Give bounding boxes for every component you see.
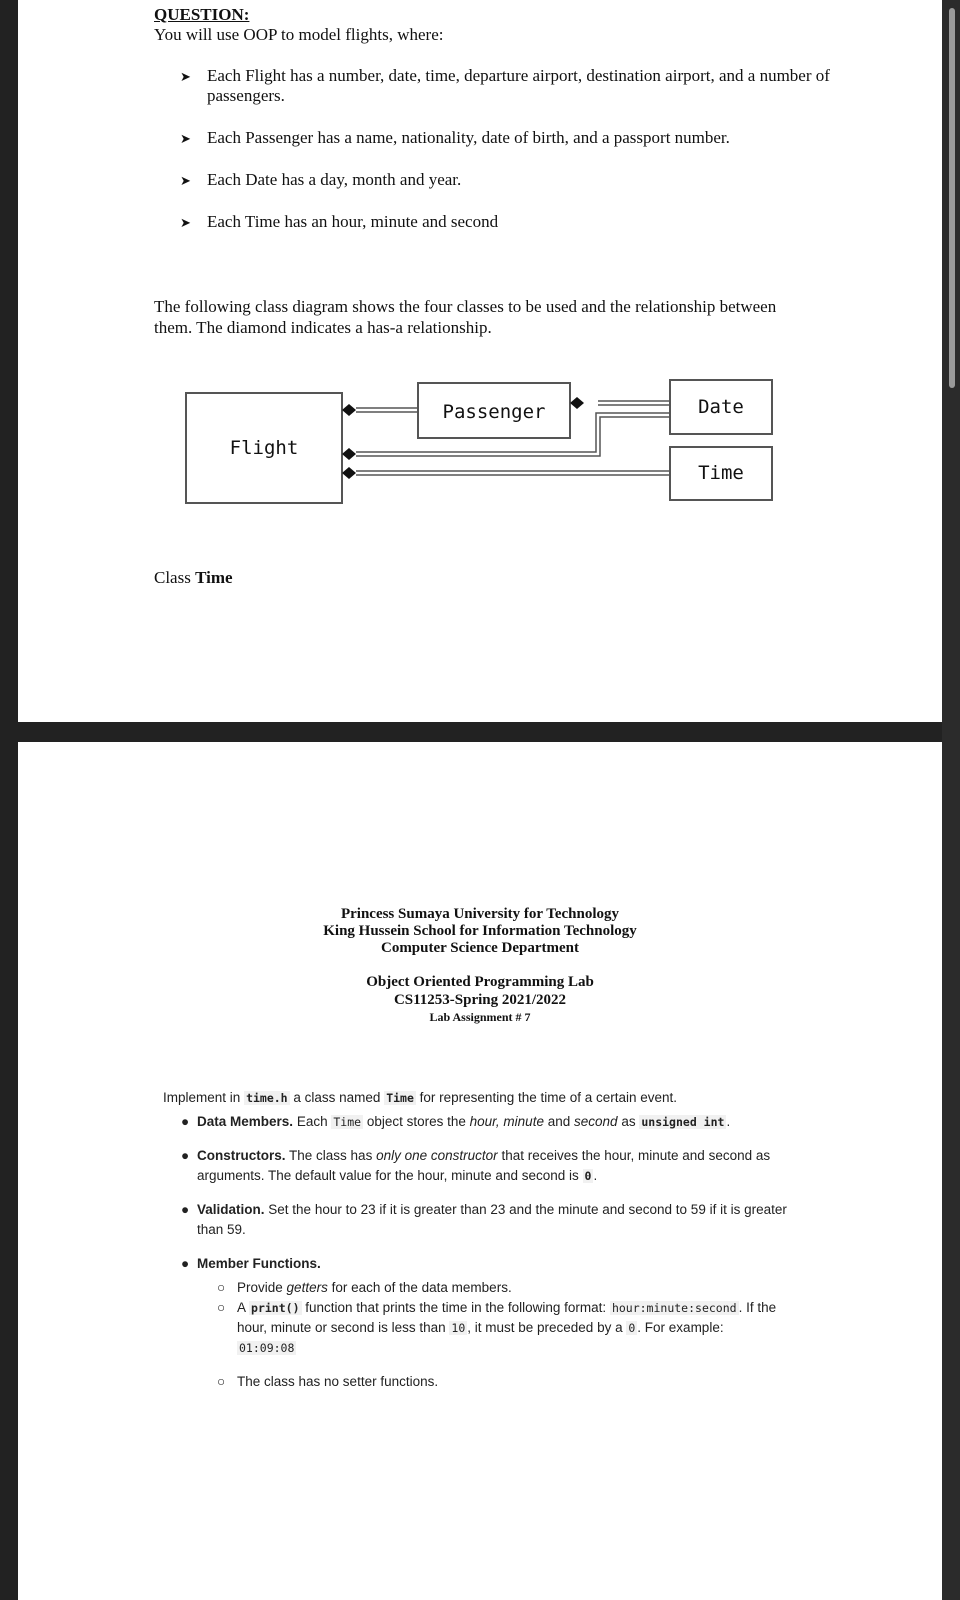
passenger-class-label: Passenger bbox=[442, 401, 546, 423]
diagram-description: The following class diagram shows the four classes to be used and the relationship between them. The diamond indicates a has-a relationship. bbox=[154, 297, 777, 337]
flight-class-label: Flight bbox=[229, 437, 299, 459]
circle-bullet-icon: ○ bbox=[217, 1280, 226, 1295]
list-item: ○ A print() function that prints the time in the following format: hour:minute:second . If the hour, minute or second is less than 10 , it must be preceded by a 0 . For example: 01:09:08 bbox=[217, 1300, 777, 1355]
lab-assignment: Lab Assignment # 7 bbox=[429, 1010, 531, 1024]
bullet-icon: ● bbox=[181, 1148, 190, 1163]
class-time-caption: Class Time bbox=[154, 568, 233, 587]
bullet-icon: ● bbox=[181, 1202, 190, 1217]
implementation-instruction: Implement in time.h a class named Time for representing the time of a certain event. bbox=[163, 1090, 678, 1105]
diamond-icon bbox=[342, 404, 356, 416]
diamond-icon bbox=[570, 397, 584, 409]
list-item: ○ Provide getters for each of the data members. bbox=[217, 1278, 801, 1298]
list-item: ● Constructors. The class has only one constructor that receives the hour, minute and second as arguments. The default value for the hour, minute and second is 0 . bbox=[181, 1148, 771, 1183]
list-item: ● Validation. Set the hour to 23 if it is greater than 23 and the minute and second to 59 if it is greater than 59. bbox=[181, 1202, 787, 1237]
scrollbar-thumb[interactable] bbox=[949, 8, 955, 388]
school-name: King Hussein School for Information Technology bbox=[323, 923, 637, 939]
question-heading: QUESTION: bbox=[154, 5, 250, 24]
arrow-bullet-icon: ➤ bbox=[180, 173, 191, 188]
bullet-icon: ● bbox=[181, 1256, 190, 1271]
date-class-label: Date bbox=[698, 396, 744, 418]
question-intro: You will use OOP to model flights, where: bbox=[154, 25, 444, 44]
course-code: CS11253-Spring 2021/2022 bbox=[393, 992, 567, 1008]
circle-bullet-icon: ○ bbox=[217, 1374, 226, 1389]
list-item: ➤ Each Time has an hour, minute and second bbox=[180, 212, 499, 231]
example-output: 01:09:08 bbox=[239, 1341, 295, 1355]
list-item: ➤ Each Passenger has a name, nationality, date of birth, and a passport number. bbox=[180, 128, 730, 147]
list-item: ○ The class has no setter functions. bbox=[217, 1372, 801, 1392]
requirements-list bbox=[180, 66, 840, 254]
arrow-bullet-icon: ➤ bbox=[180, 131, 191, 146]
list-item: ➤ Each Flight has a number, date, time, departure airport, destination airport, and a number of passengers. bbox=[180, 66, 830, 105]
list-item: ● Member Functions. ○ Provide getters for each of the data members. ○ A print() function that prints the time in the following format: hour:minute:second . If the hour, minute or second is less than 10 , it must be preceded by a 0 . For example: 01:09:08 ○ The class has no setter functions. bbox=[181, 1254, 801, 1392]
arrow-bullet-icon: ➤ bbox=[180, 69, 191, 84]
arrow-bullet-icon: ➤ bbox=[180, 215, 191, 230]
document-page-1 bbox=[18, 0, 942, 722]
document-page-2 bbox=[18, 742, 942, 1600]
bullet-icon: ● bbox=[181, 1114, 190, 1129]
vertical-scrollbar[interactable] bbox=[942, 0, 960, 1600]
department-name: Computer Science Department bbox=[380, 940, 579, 956]
specification-list bbox=[181, 1112, 801, 1406]
list-item: ● Data Members. Each Time object stores the hour, minute and second as unsigned int . bbox=[181, 1112, 801, 1132]
course-name: Object Oriented Programming Lab bbox=[366, 974, 594, 990]
diamond-icon bbox=[342, 467, 356, 479]
university-name: Princess Sumaya University for Technology bbox=[340, 906, 620, 922]
diamond-icon bbox=[342, 448, 356, 460]
circle-bullet-icon: ○ bbox=[217, 1300, 226, 1315]
member-functions-sublist bbox=[197, 1278, 801, 1392]
class-diagram bbox=[18, 375, 942, 525]
time-class-label: Time bbox=[698, 462, 744, 484]
list-item: ➤ Each Date has a day, month and year. bbox=[180, 170, 462, 189]
